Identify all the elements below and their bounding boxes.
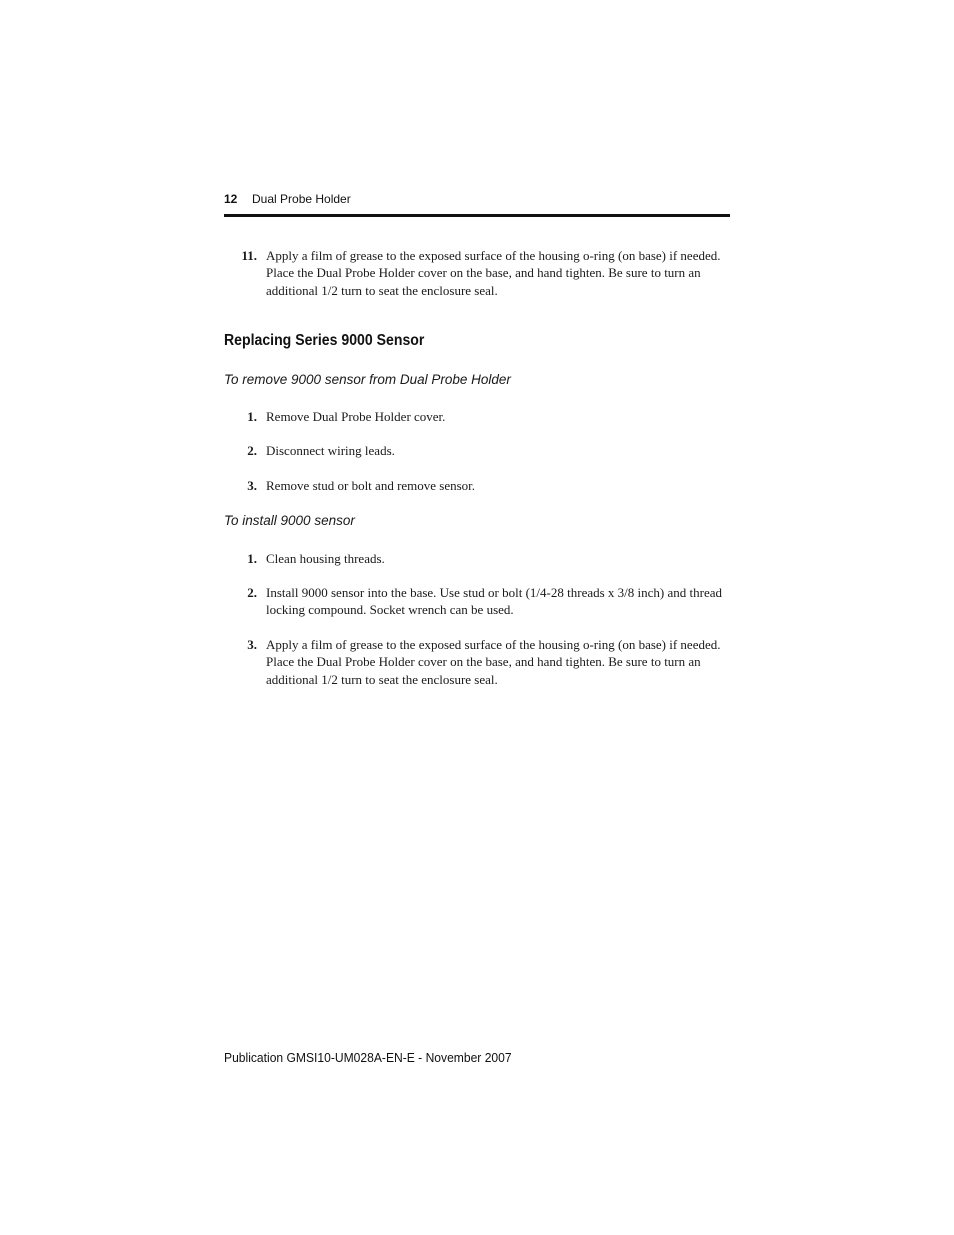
step-number: 3. — [247, 478, 257, 493]
page-number: 12 — [224, 192, 238, 206]
remove-subheading: To remove 9000 sensor from Dual Probe Holder — [224, 372, 511, 387]
step-text: Apply a film of grease to the exposed surface of the housing o-ring (on base) if needed. Place the Dual Probe Holder cover on the base, and hand tighten. Be sure to turn an additional 1/2 turn to seat the enclosure seal. — [266, 637, 721, 687]
step-number: 11. — [241, 248, 257, 263]
section-heading: Replacing Series 9000 Sensor — [224, 332, 425, 349]
step-number: 1. — [247, 551, 257, 566]
step-number: 2. — [247, 443, 257, 458]
install-subheading: To install 9000 sensor — [224, 513, 355, 528]
header-rule — [224, 214, 730, 217]
step-text: Clean housing threads. — [266, 551, 385, 566]
step-number: 2. — [247, 585, 257, 600]
page-header — [224, 191, 730, 207]
step-text: Disconnect wiring leads. — [266, 443, 395, 458]
step-text: Apply a film of grease to the exposed surface of the housing o-ring (on base) if needed. Place the Dual Probe Holder cover on the base, and hand tighten. Be sure to turn an additional 1/2 turn to seat the enclosure seal. — [266, 248, 721, 298]
page-footer: Publication GMSI10-UM028A-EN-E - November 2007 — [224, 1050, 512, 1065]
section-title: Dual Probe Holder — [252, 192, 351, 206]
step-number: 3. — [247, 637, 257, 652]
step-text: Remove stud or bolt and remove sensor. — [266, 478, 476, 493]
step-text: Install 9000 sensor into the base. Use stud or bolt (1/4-28 threads x 3/8 inch) and thread locking compound. Socket wrench can be used. — [266, 585, 722, 618]
step-number: 1. — [247, 409, 257, 424]
step-text: Remove Dual Probe Holder cover. — [266, 409, 446, 424]
